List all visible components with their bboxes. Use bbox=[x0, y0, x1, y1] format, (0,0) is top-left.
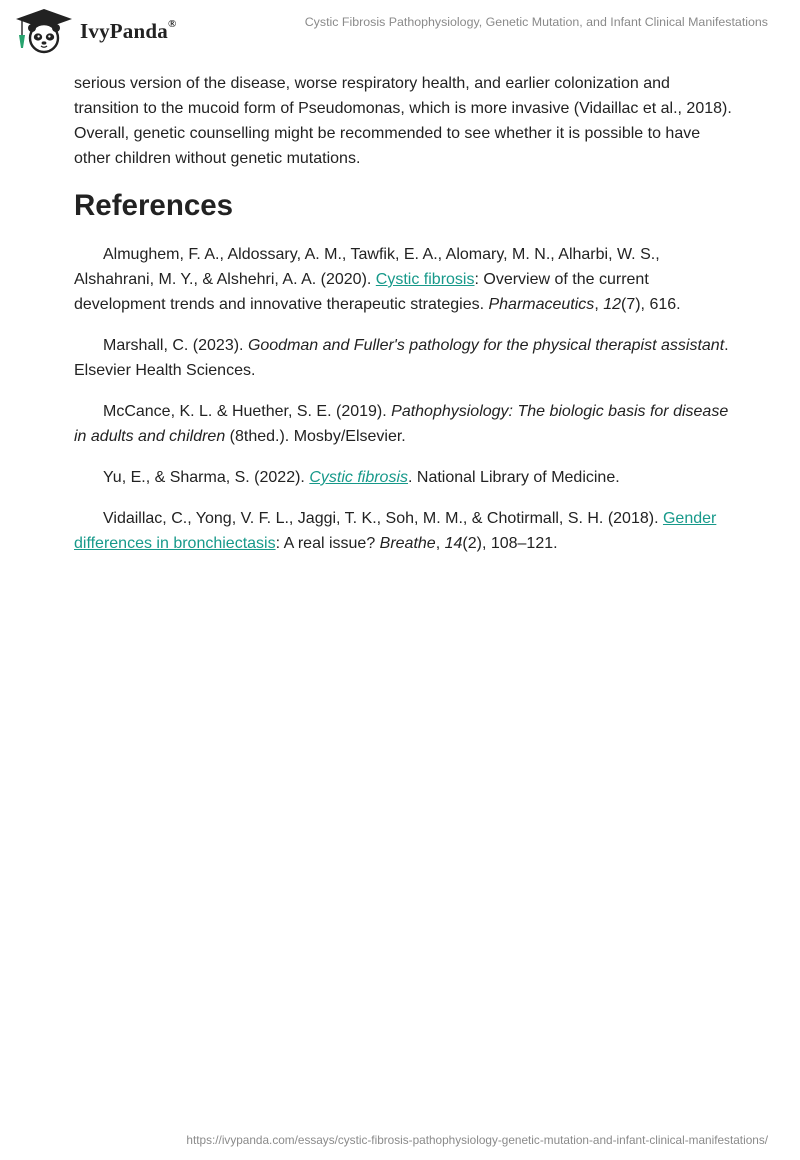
reference-list bbox=[74, 242, 734, 556]
reference-item: Yu, E., & Sharma, S. (2022). Cystic fibrosis. National Library of Medicine. bbox=[103, 469, 620, 486]
reference-item: Vidaillac, C., Yong, V. F. L., Jaggi, T. K., Soh, M. M., & Chotirmall, S. H. (2018). Gender differences in bronchiectasis: A real issue? Breathe, 14(2), 108–121. bbox=[74, 510, 717, 552]
references-heading: References bbox=[74, 189, 234, 222]
panda-graduate-icon bbox=[14, 8, 74, 54]
source-url[interactable]: https://ivypanda.com/essays/cystic-fibrosis-pathophysiology-genetic-mutation-and-infant-clinical-manifestations/ bbox=[186, 1133, 768, 1147]
reference-item: Almughem, F. A., Aldossary, A. M., Tawfik, E. A., Alomary, M. N., Alharbi, W. S., Alshahrani, M. Y., & Alshehri, A. A. (2020). Cystic fibrosis: Overview of the current development trends and innovative therapeutic strategies. Pharmaceutics, 12(7), 616. bbox=[74, 246, 681, 313]
reference-item: McCance, K. L. & Huether, S. E. (2019). Pathophysiology: The biologic basis for disease in adults and children (8thed.). Mosby/Elsevier. bbox=[74, 403, 729, 445]
document-title: Cystic Fibrosis Pathophysiology, Genetic Mutation, and Infant Clinical Manifestations bbox=[304, 15, 768, 29]
page-content bbox=[74, 71, 734, 572]
reference-link[interactable]: Cystic fibrosis bbox=[309, 469, 409, 486]
brand-name: IvyPanda® bbox=[80, 17, 177, 43]
reference-link[interactable]: Gender differences in bronchiectasis bbox=[74, 510, 717, 552]
reference-link[interactable]: Cystic fibrosis bbox=[375, 271, 475, 288]
ivypanda-logo[interactable] bbox=[14, 8, 176, 54]
page-header bbox=[0, 0, 800, 60]
reference-item: Marshall, C. (2023). Goodman and Fuller's pathology for the physical therapist assistant. Elsevier Health Sciences. bbox=[74, 337, 729, 379]
body-paragraph: serious version of the disease, worse respiratory health, and earlier colonization and transition to the mucoid form of Pseudomonas, which is more invasive (Vidaillac et al., 2018). Overall, genetic counselling might be recommended to see whether it is possible to have other children without genetic mutations. bbox=[74, 75, 732, 167]
